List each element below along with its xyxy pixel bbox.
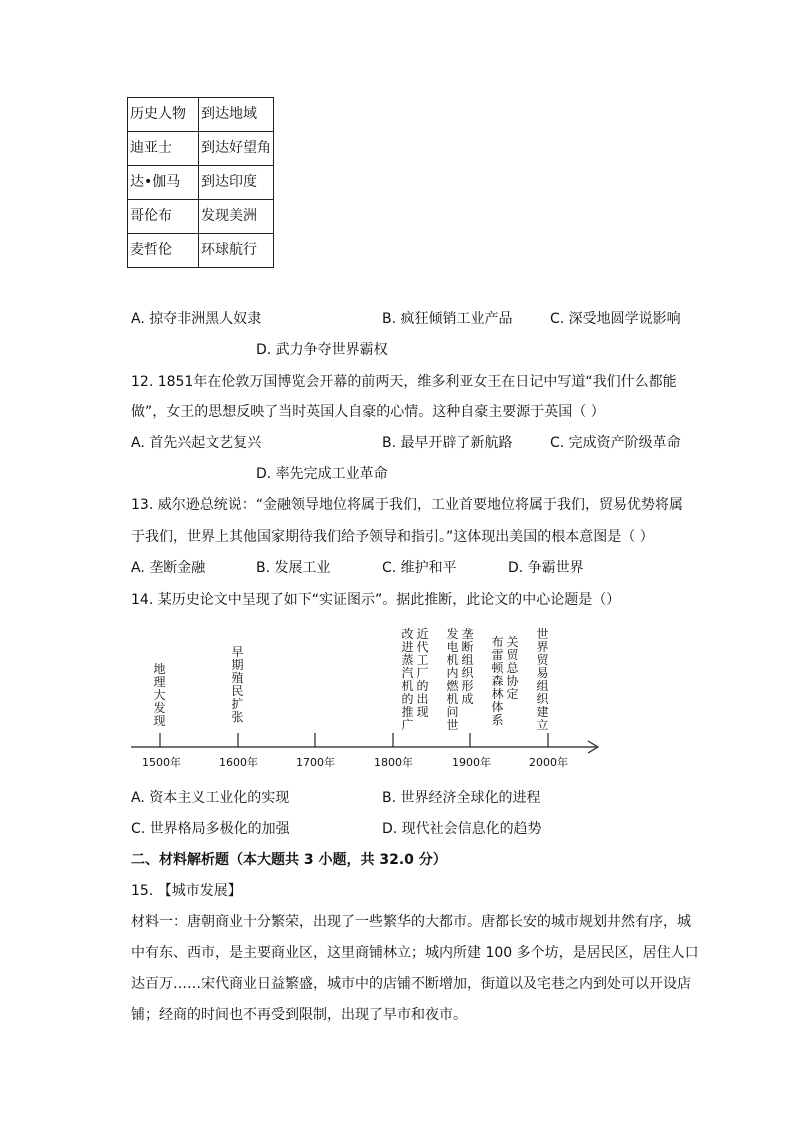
- option-a: A. 首先兴起文艺复兴: [131, 435, 262, 451]
- section-heading: 二、材料解析题（本大题共 3 小题，共 32.0 分）: [131, 852, 447, 868]
- material-text: 铺；经商的时间也不再受到限制，出现了早市和夜市。: [131, 1007, 467, 1023]
- event-label: 地理大发现: [153, 662, 166, 728]
- option-d: D. 武力争夺世界霸权: [256, 342, 388, 358]
- event-label: 关贸总协定: [506, 635, 519, 701]
- option-c: C. 世界格局多极化的加强: [131, 821, 290, 837]
- table-cell: 到达地域: [199, 98, 274, 132]
- option-d: D. 现代社会信息化的趋势: [382, 821, 542, 837]
- event-label: 垄断组织形成: [461, 627, 474, 706]
- table-cell: 达•伽马: [128, 166, 199, 200]
- option-d: D. 率先完成工业革命: [256, 466, 388, 482]
- table-cell: 历史人物: [128, 98, 199, 132]
- question-text: 做”，女王的思想反映了当时英国人自豪的心情。这种自豪主要源于英国（ ）: [131, 404, 605, 420]
- table-row: [128, 200, 274, 234]
- option-b: B. 发展工业: [256, 560, 331, 576]
- option-b: B. 世界经济全球化的进程: [382, 790, 541, 806]
- event-label: 布雷顿森林体系: [491, 635, 504, 727]
- question-title: 15. 【城市发展】: [131, 883, 242, 899]
- tick-label: 1800年: [374, 756, 413, 769]
- option-d: D. 争霸世界: [508, 560, 584, 576]
- question-text: 于我们，世界上其他国家期待我们给予领导和指引。”这体现出美国的根本意图是（ ）: [131, 529, 654, 545]
- event-label: 发电机内燃机问世: [446, 627, 459, 732]
- tick-label: 2000年: [529, 756, 568, 769]
- option-b: B. 最早开辟了新航路: [382, 435, 513, 451]
- question-text: 12. 1851年在伦敦万国博览会开幕的前两天，维多利亚女王在日记中写道“我们什么都能: [131, 374, 677, 390]
- option-a: A. 掠夺非洲黑人奴隶: [131, 311, 262, 327]
- table-cell: 哥伦布: [128, 200, 199, 234]
- tick-label: 1500年: [142, 756, 181, 769]
- option-a: A. 资本主义工业化的实现: [131, 790, 290, 806]
- question-text: 14. 某历史论文中呈现了如下“实证图示”。据此推断，此论文的中心论题是（）: [131, 592, 621, 608]
- material-text: 中有东、西市，是主要商业区，这里商铺林立；城内所建 100 多个坊，是居民区，居住人口: [131, 945, 699, 961]
- option-c: C. 完成资产阶级革命: [550, 435, 681, 451]
- material-text: 材料一：唐朝商业十分繁荣，出现了一些繁华的大都市。唐都长安的城市规划井然有序，城: [131, 914, 691, 930]
- table-row: [128, 234, 274, 268]
- event-label: 世界贸易组织建立: [536, 627, 549, 732]
- tick-label: 1900年: [452, 756, 491, 769]
- option-a: A. 垄断金融: [131, 560, 206, 576]
- option-c: C. 维护和平: [382, 560, 457, 576]
- table-cell: 迪亚士: [128, 132, 199, 166]
- question-text: 13. 威尔逊总统说：“金融领导地位将属于我们，工业首要地位将属于我们，贸易优势将属: [131, 497, 683, 513]
- table-row: [128, 132, 274, 166]
- explorers-table: [127, 97, 274, 268]
- material-text: 达百万……宋代商业日益繁盛，城市中的店铺不断增加，街道以及宅巷之内到处可以开设店: [131, 976, 691, 992]
- option-b: B. 疯狂倾销工业产品: [382, 311, 513, 327]
- table-cell: 麦哲伦: [128, 234, 199, 268]
- table-row: [128, 98, 274, 132]
- event-label: 改进蒸汽机的推广: [401, 627, 414, 732]
- tick-label: 1700年: [296, 756, 335, 769]
- table-cell: 环球航行: [199, 234, 274, 268]
- event-label: 近代工厂的出现: [416, 627, 429, 719]
- option-c: C. 深受地圆学说影响: [550, 311, 681, 327]
- table-cell: 到达好望角: [199, 132, 274, 166]
- tick-label: 1600年: [219, 756, 258, 769]
- table-cell: 发现美洲: [199, 200, 274, 234]
- table-row: [128, 166, 274, 200]
- event-label: 早期殖民扩张: [231, 645, 244, 724]
- table-cell: 到达印度: [199, 166, 274, 200]
